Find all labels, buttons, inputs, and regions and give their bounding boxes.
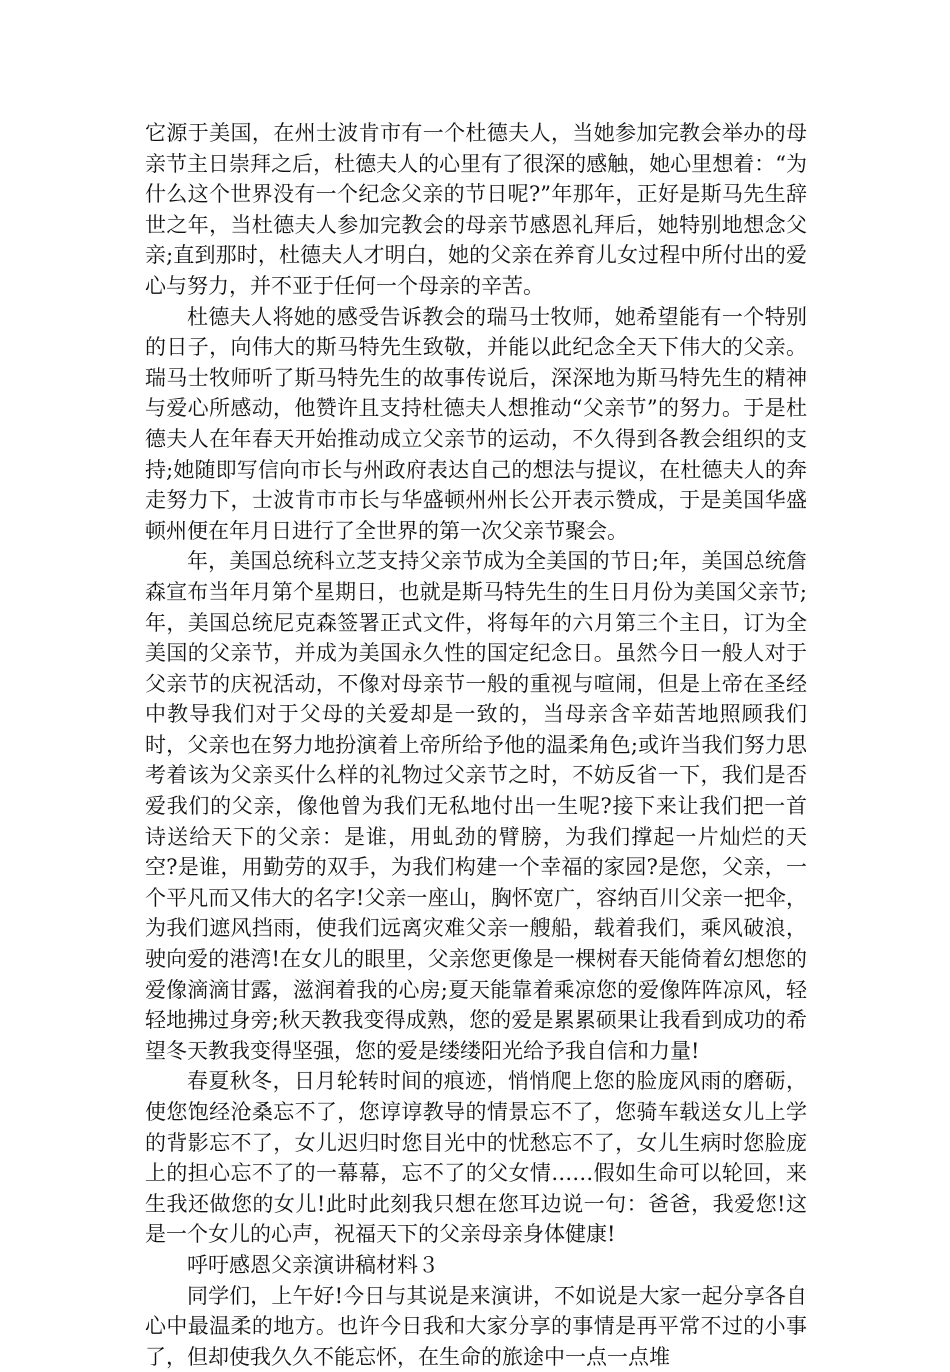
paragraph-3: 年，美国总统科立芝支持父亲节成为全美国的节日;年，美国总统詹森宣布当年月第个星期日，也就是斯马特先生的生日月份为美国父亲节;年，美国总统尼克森签署正式文件，将每年的六月第三个主日，订为全美国的父亲节，并成为美国永久性的国定纪念日。虽然今日一般人对于父亲节的庆祝活动，不像对母亲节一般的重视与喧闹，但是上帝在圣经中教导我们对于父母的关爱却是一致的，当母亲含辛茹苦地照顾我们时，父亲也在努力地扮演着上帝所给予他的温柔角色;或许当我们努力思考着该为父亲买什么样的礼物过父亲节之时，不妨反省一下，我们是否爱我们的父亲，像他曾为我们无私地付出一生呢?接下来让我们把一首诗送给天下的父亲：是谁，用虬劲的臂膀，为我们撑起一片灿烂的天空?是谁，用勤劳的双手，为我们构建一个幸福的家园?是您，父亲，一个平凡而又伟大的名字!父亲一座山，胸怀宽广，容纳百川父亲一把伞，为我们遮风挡雨，使我们远离灾难父亲一艘船，载着我们，乘风破浪，驶向爱的港湾!在女儿的眼里，父亲您更像是一棵树春天能倚着幻想您的爱像滴滴甘露，滋润着我的心房;夏天能靠着乘凉您的爱像阵阵凉风，轻轻地拂过身旁;秋天教我变得成熟，您的爱是累累硕果让我看到成功的希望冬天教我变得坚强，您的爱是缕缕阳光给予我自信和力量!: [145, 549, 807, 1063]
paragraph-2: 杜德夫人将她的感受告诉教会的瑞马士牧师，她希望能有一个特别的日子，向伟大的斯马特先生致敬，并能以此纪念全天下伟大的父亲。瑞马士牧师听了斯马特先生的故事传说后，深深地为斯马特先生的精神与爱心所感动，他赞许且支持杜德夫人想推动“父亲节”的努力。于是杜德夫人在年春天开始推动成立父亲节的运动，不久得到各教会组织的支持;她随即写信向市长与州政府表达自己的想法与提议，在杜德夫人的奔走努力下，士波肯市市长与华盛顿州州长公开表示赞成，于是美国华盛顿州便在年月日进行了全世界的第一次父亲节聚会。: [145, 304, 807, 543]
paragraph-4: 春夏秋冬，日月轮转时间的痕迹，悄悄爬上您的脸庞风雨的磨砺，使您饱经沧桑忘不了，您谆谆教导的情景忘不了，您骑车载送女儿上学的背影忘不了，女儿迟归时您目光中的忧愁忘不了，女儿生病时您脸庞上的担心忘不了的一幕幕，忘不了的父女情……假如生命可以轮回，来生我还做您的女儿!此时此刻我只想在您耳边说一句：爸爸，我爱您!这是一个女儿的心声，祝福天下的父亲母亲身体健康!: [145, 1069, 807, 1247]
paragraph-1: 它源于美国，在州士波肯市有一个杜德夫人，当她参加完教会举办的母亲节主日崇拜之后，杜德夫人的心里有了很深的感触，她心里想着：“为什么这个世界没有一个纪念父亲的节日呢?”年那年，正好是斯马先生辞世之年，当杜德夫人参加完教会的母亲节感恩礼拜后，她特别地想念父亲;直到那时，杜德夫人才明白，她的父亲在养育儿女过程中所付出的爱心与努力，并不亚于任何一个母亲的辛苦。: [145, 121, 807, 298]
document-body: [145, 118, 807, 1372]
paragraph-5: 同学们，上午好!今日与其说是来演讲，不如说是大家一起分享各自心中最温柔的地方。也许今日我和大家分享的事情是再平常不过的小事了，但却使我久久不能忘怀，在生命的旅途中一点一点堆: [145, 1283, 807, 1369]
section-heading: 呼吁感恩父亲演讲稿材料３: [187, 1252, 439, 1277]
